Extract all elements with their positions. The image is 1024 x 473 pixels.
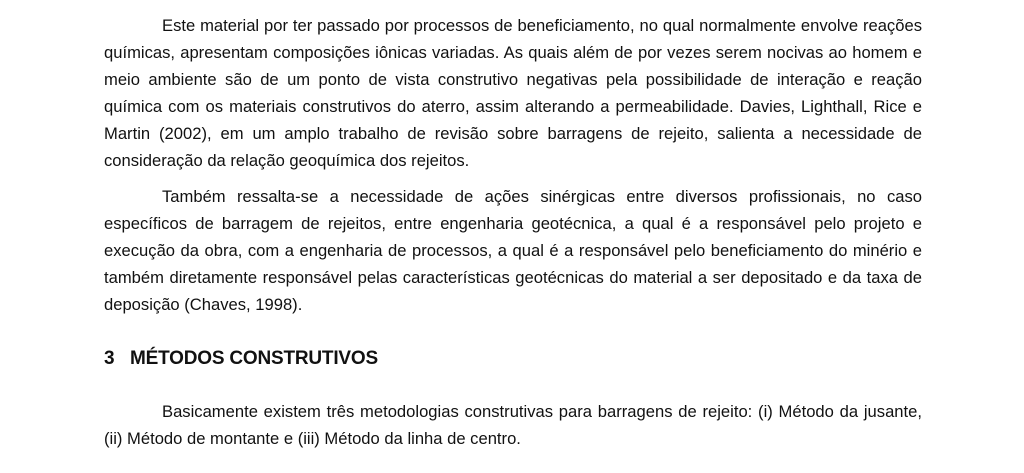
section-number: 3	[104, 348, 115, 369]
section-title: MÉTODOS CONSTRUTIVOS	[130, 348, 378, 369]
document-page	[104, 12, 922, 452]
section-heading	[104, 347, 922, 371]
paragraph-acoes-sinergicas: Também ressalta-se a necessidade de ações sinérgicas entre diversos profissionais, no caso específicos de barragem de rejeitos, entre engenharia geotécnica, a qual é a responsável pelo projeto e execução da obra, com a engenharia de processos, a qual é a responsável pelo beneficiamento do minério e também diretamente responsável pelas características geotécnicas do material a ser depositado e da taxa de deposição (Chaves, 1998).	[104, 187, 922, 314]
paragraph-metodologias: Basicamente existem três metodologias construtivas para barragens de rejeito: (i) Método da jusante, (ii) Método de montante e (iii) Método da linha de centro.	[104, 402, 922, 448]
paragraph-beneficiamento: Este material por ter passado por processos de beneficiamento, no qual normalmente envolve reações químicas, apresentam composições iônicas variadas. As quais além de por vezes serem nocivas ao homem e meio ambiente são de um ponto de vista construtivo negativas pela possibilidade de interação e reação química com os materiais construtivos do aterro, assim alterando a permeabilidade. Davies, Lighthall, Rice e Martin (2002), em um amplo trabalho de revisão sobre barragens de rejeito, salienta a necessidade de consideração da relação geoquímica dos rejeitos.	[104, 16, 922, 170]
